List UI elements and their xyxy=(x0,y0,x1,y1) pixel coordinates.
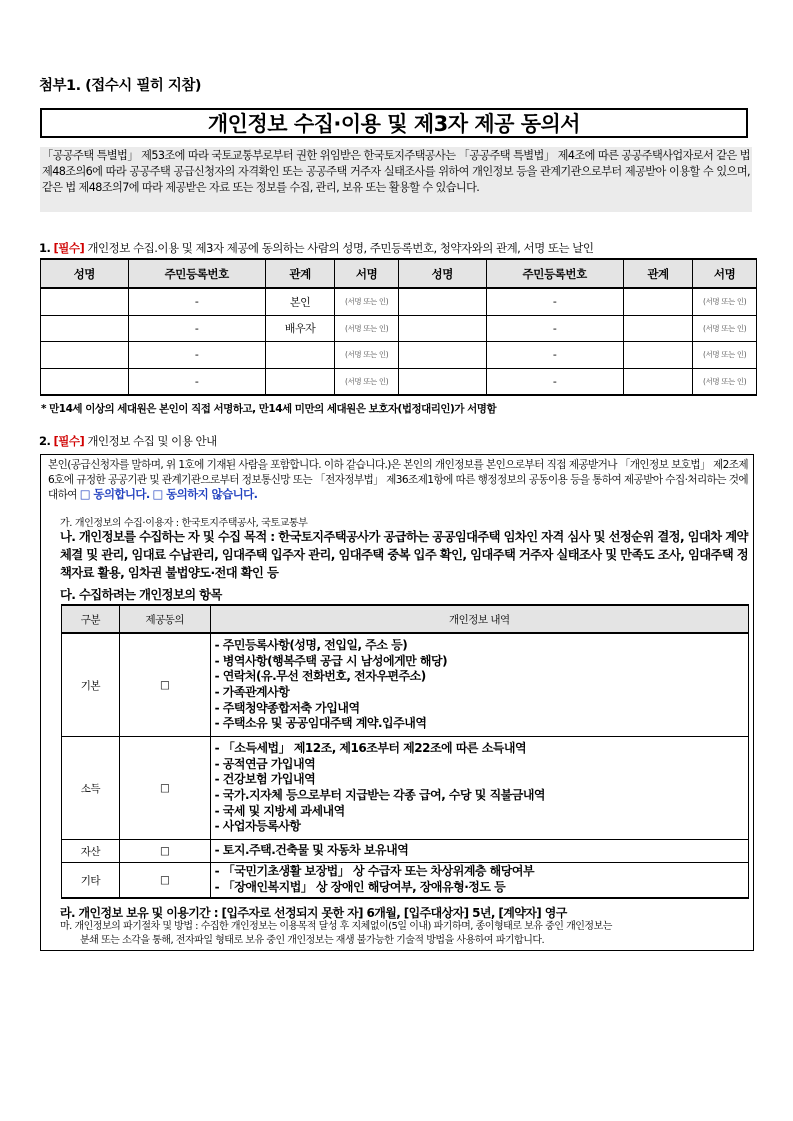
consent-checkbox[interactable]: □ xyxy=(160,679,170,691)
relation-cell: 본인 xyxy=(265,288,334,315)
list-item: - 가족관계사항 xyxy=(214,685,290,699)
category-cell: 기본 xyxy=(62,633,120,737)
destruction-line-2: 분쇄 또는 소각을 통해, 전자파일 형태로 보유 중인 개인정보는 재생 불가능한 기술적 방법을 사용하여 파기합니다. xyxy=(80,935,545,946)
relation-field[interactable] xyxy=(265,368,334,395)
name-field[interactable] xyxy=(41,342,129,369)
name-field[interactable] xyxy=(398,342,486,369)
table-row xyxy=(41,342,757,369)
destruction-line-1: 마. 개인정보의 파기절차 및 방법 : 수집한 개인정보는 이용목적 달성 후 지체없이(5일 이내) 파기하며, 종이형태로 보유 중인 개인정보는 xyxy=(60,921,612,932)
category-cell: 자산 xyxy=(62,840,120,863)
list-item: - 「장애인복지법」 상 장애인 해당여부, 장애유형·정도 등 xyxy=(214,880,506,894)
rrn-field[interactable]: - xyxy=(128,288,265,315)
section2-title xyxy=(39,433,217,449)
list-item: - 주민등록사항(성명, 전입일, 주소 등) xyxy=(214,638,408,653)
item-destruction xyxy=(60,920,750,948)
list-item: - 건강보험 가입내역 xyxy=(214,772,316,787)
disagree-checkbox[interactable]: □ 동의하지 않습니다. xyxy=(152,487,258,501)
header-relation: 관계 xyxy=(623,259,692,288)
list-item: - 「국민기초생활 보장법」 상 수급자 또는 차상위계층 해당여부 xyxy=(214,864,535,879)
table-row xyxy=(62,633,749,737)
details-cell xyxy=(210,840,748,863)
consent-paragraph xyxy=(48,458,748,503)
name-field[interactable] xyxy=(398,288,486,315)
details-cell xyxy=(210,737,748,840)
relation-field[interactable] xyxy=(265,342,334,369)
table-row xyxy=(62,737,749,840)
header-category: 구분 xyxy=(62,605,120,633)
table-row xyxy=(62,840,749,863)
table-row xyxy=(62,863,749,899)
list-item: - 주택청약종합저축 가입내역 xyxy=(214,700,360,715)
signature-field[interactable]: (서명 또는 인) xyxy=(335,315,399,342)
rrn-field[interactable]: - xyxy=(486,368,623,395)
signature-field[interactable]: (서명 또는 인) xyxy=(693,368,757,395)
list-item: - 연락처(유.무선 전화번호, 전자우편주소) xyxy=(214,669,426,684)
relation-cell: 배우자 xyxy=(265,315,334,342)
header-rrn: 주민등록번호 xyxy=(486,259,623,288)
details-cell xyxy=(210,863,748,899)
list-item: - 「소득세법」 제12조, 제16조부터 제22조에 따른 소득내역 xyxy=(214,741,527,756)
name-field[interactable] xyxy=(398,368,486,395)
section2-title-text: 개인정보 수집 및 이용 안내 xyxy=(87,434,217,448)
item-fields-title: 다. 수집하려는 개인정보의 항목 xyxy=(60,588,222,602)
relation-field[interactable] xyxy=(623,342,692,369)
header-details: 개인정보 내역 xyxy=(210,605,748,633)
consent-cell xyxy=(119,737,210,840)
section1-title xyxy=(39,240,593,256)
document-title: 개인정보 수집·이용 및 제3자 제공 동의서 xyxy=(40,108,748,138)
signature-field[interactable]: (서명 또는 인) xyxy=(335,368,399,395)
rrn-field[interactable]: - xyxy=(128,368,265,395)
consent-checkbox[interactable]: □ xyxy=(160,845,170,857)
header-signature: 서명 xyxy=(693,259,757,288)
category-cell: 소득 xyxy=(62,737,120,840)
signature-field[interactable]: (서명 또는 인) xyxy=(335,342,399,369)
intro-text: 「공공주택 특별법」 제53조에 따라 국토교통부로부터 권한 위임받은 한국토지주택공사는 「공공주택 특별법」 제4조에 따른 공공주택사업자로서 같은 법 제48조의6에 따라 공공주택 공급신청자의 자격확인 또는 공공주택 거주자 실태조사를 위하여 개인정보 등을 관계기관으로부터 제공받아 이용할 수 있으며, 같은 법 제48조의7에 따라 제공받은 자료 또는 정보를 수집, 관리, 보유 또는 활용할 수 있습니다. xyxy=(42,149,750,194)
consent-text: 본인(공급신청자를 말하며, 위 1호에 기재된 사람을 포함합니다. 이하 같습니다.)은 본인의 개인정보를 본인으로부터 직접 제공받거나 「개인정보 보호법」 제2조제6호에 규정한 공공기관 및 관계기관으로부터 정보통신망 또는 「전자정부법」 제36조제1항에 따른 행정정보의 공동이용 등을 통하여 제공받아 수집·처리하는 것에 대하여 xyxy=(48,459,748,501)
item-purpose: 나. 개인정보를 수집하는 자 및 수집 목적 : 한국토지주택공사가 공급하는 공공임대주택 임차인 자격 심사 및 선정순위 결정, 임대차 계약체결 및 관리, 임대료 수납관리, 임대주택 입주자 관리, 임대주택 중복 입주 확인, 임대주택 거주자 실태조사 및 만족도 조사, 임대주택 정책자료 활용, 임차권 불법양도·전대 확인 등 xyxy=(60,530,749,580)
items-table-header xyxy=(62,605,749,633)
rrn-field[interactable]: - xyxy=(128,315,265,342)
intro-paragraph xyxy=(40,147,752,212)
section1-number: 1. xyxy=(39,241,51,255)
name-field[interactable] xyxy=(41,368,129,395)
rrn-field[interactable]: - xyxy=(486,315,623,342)
table-row xyxy=(41,315,757,342)
name-field[interactable] xyxy=(398,315,486,342)
consent-checkbox[interactable]: □ xyxy=(160,782,170,794)
section1-required-badge: [필수] xyxy=(53,241,85,255)
signature-field[interactable]: (서명 또는 인) xyxy=(335,288,399,315)
category-cell: 기타 xyxy=(62,863,120,899)
personal-info-items-table xyxy=(61,604,749,899)
signature-field[interactable]: (서명 또는 인) xyxy=(693,315,757,342)
list-item: - 병역사항(행복주택 공급 시 남성에게만 해당) xyxy=(214,653,448,668)
table-row xyxy=(41,368,757,395)
rrn-field[interactable]: - xyxy=(486,342,623,369)
list-item: - 공적연금 가입내역 xyxy=(214,756,316,771)
header-name: 성명 xyxy=(398,259,486,288)
item-collector: 가. 개인정보의 수집·이용자 : 한국토지주택공사, 국토교통부 xyxy=(60,518,308,529)
name-field[interactable] xyxy=(41,315,129,342)
header-relation: 관계 xyxy=(265,259,334,288)
section1-title-text: 개인정보 수집.이용 및 제3자 제공에 동의하는 사람의 성명, 주민등록번호, 청약자와의 관계, 서명 또는 날인 xyxy=(87,241,594,255)
list-item: - 사업자등록사항 xyxy=(214,819,301,834)
list-item: - 토지.주택.건축물 및 자동차 보유내역 xyxy=(214,843,409,858)
item-retention-period: 라. 개인정보 보유 및 이용기간 : [입주자로 선정되지 못한 자] 6개월, [입주대상자] 5년, [계약자] 영구 xyxy=(60,906,567,920)
header-consent: 제공동의 xyxy=(119,605,210,633)
signature-table-header xyxy=(41,259,757,288)
list-item: - 국가.지자체 등으로부터 지급받는 각종 급여, 수당 및 직불금내역 xyxy=(214,788,546,802)
name-field[interactable] xyxy=(41,288,129,315)
list-item: - 국세 및 지방세 과세내역 xyxy=(214,803,345,818)
signature-field[interactable]: (서명 또는 인) xyxy=(693,288,757,315)
section2-number: 2. xyxy=(39,434,51,448)
consent-cell xyxy=(119,863,210,899)
rrn-field[interactable]: - xyxy=(128,342,265,369)
relation-field[interactable] xyxy=(623,368,692,395)
header-name: 성명 xyxy=(41,259,129,288)
signature-note: * 만14세 이상의 세대원은 본인이 직접 서명하고, 만14세 미만의 세대원은 보호자(법정대리인)가 서명함 xyxy=(41,403,497,415)
details-cell xyxy=(210,633,748,737)
agree-checkbox[interactable]: □ 동의합니다. xyxy=(79,487,150,501)
list-item: - 주택소유 및 공공임대주택 계약.입주내역 xyxy=(214,716,427,731)
signature-field[interactable]: (서명 또는 인) xyxy=(693,342,757,369)
consent-cell xyxy=(119,633,210,737)
relation-field[interactable] xyxy=(623,288,692,315)
signature-table xyxy=(40,258,757,396)
consent-checkbox[interactable]: □ xyxy=(160,874,170,886)
attachment-label: 첨부1. (접수시 필히 지참) xyxy=(39,78,202,94)
consent-cell xyxy=(119,840,210,863)
header-rrn: 주민등록번호 xyxy=(128,259,265,288)
table-row xyxy=(41,288,757,315)
header-signature: 서명 xyxy=(335,259,399,288)
section2-required-badge: [필수] xyxy=(53,434,85,448)
relation-field[interactable] xyxy=(623,315,692,342)
rrn-field[interactable]: - xyxy=(486,288,623,315)
